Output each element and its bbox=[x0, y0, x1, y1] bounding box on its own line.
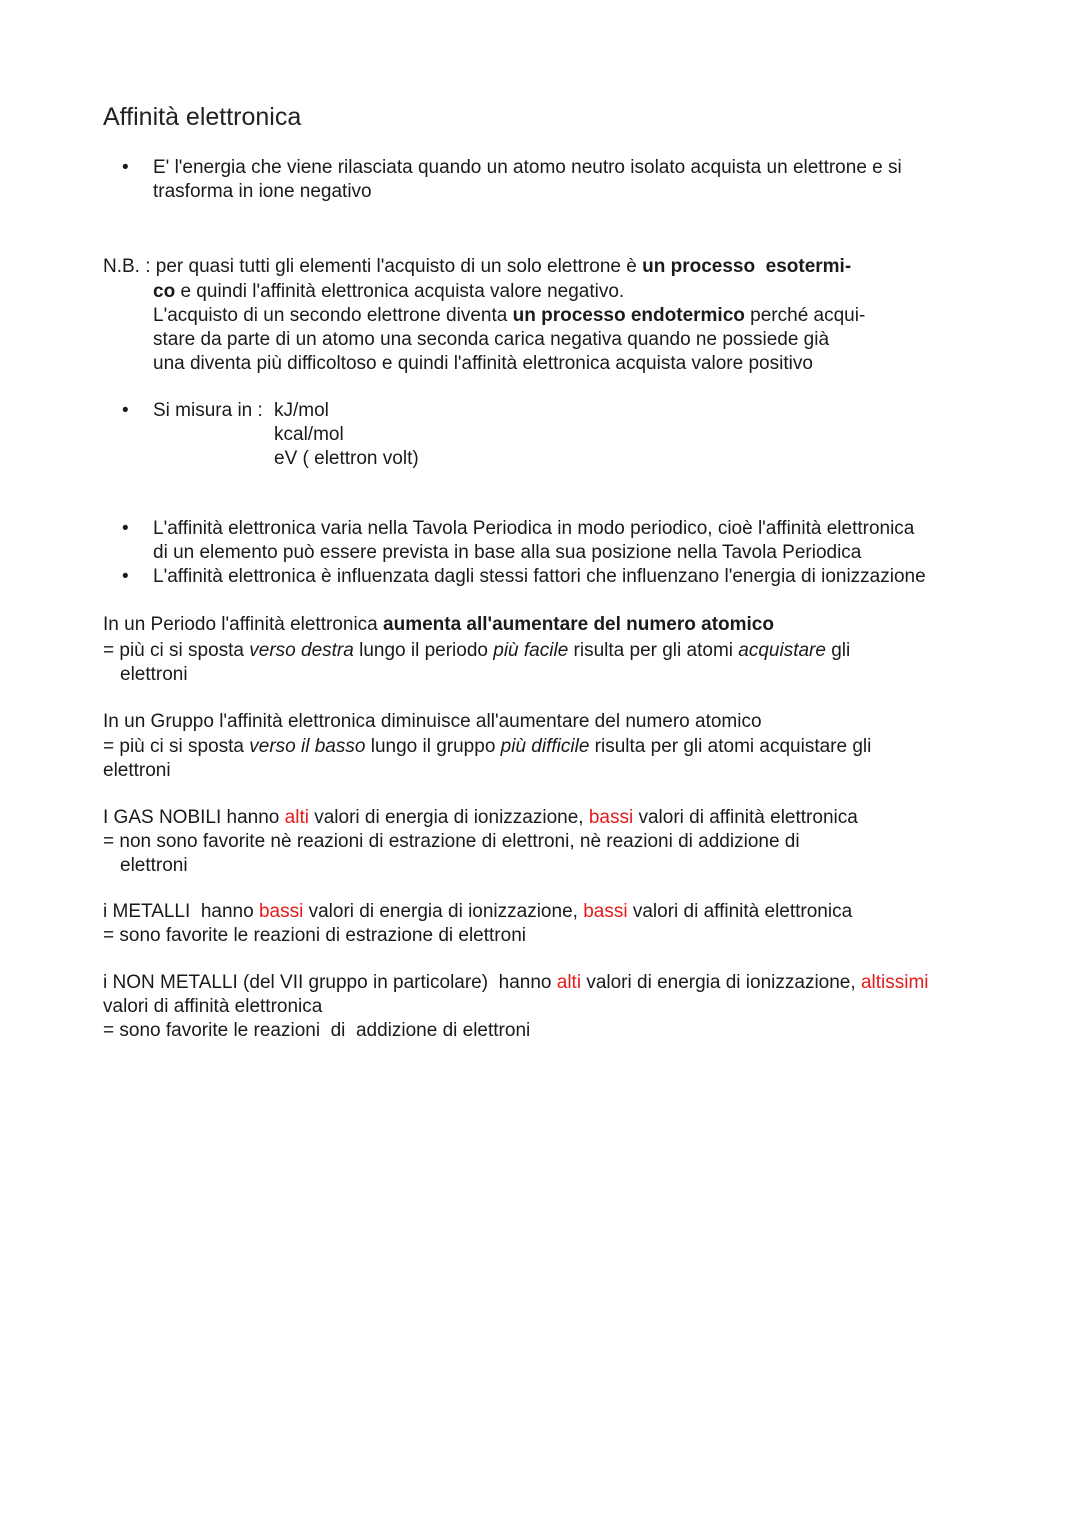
noble-highlight: alti bbox=[284, 807, 309, 828]
nb-text: L'acquisto di un secondo elettrone diventa bbox=[153, 305, 513, 326]
nb-text: N.B. : per quasi tutti gli elementi l'acquisto di un solo elettrone è bbox=[103, 256, 643, 277]
nonmetals-text: valori di energia di ionizzazione, bbox=[581, 972, 861, 993]
metals-line-1 bbox=[103, 900, 852, 924]
nonmetals-text: i NON METALLI (del VII gruppo in particolare) hanno bbox=[103, 972, 557, 993]
nonmetals-line-1 bbox=[103, 971, 929, 995]
period-italic: verso destra bbox=[249, 640, 354, 661]
page-title: Affinità elettronica bbox=[103, 103, 302, 131]
nonmetals-line-2: valori di affinità elettronica bbox=[103, 996, 323, 1017]
group-line-2 bbox=[103, 735, 871, 759]
noble-highlight: bassi bbox=[588, 807, 634, 828]
period-text: = più ci si sposta bbox=[103, 640, 250, 661]
metals-highlight: bassi bbox=[583, 901, 628, 922]
unit-kcal-mol: kcal/mol bbox=[274, 424, 344, 445]
period-italic: acquistare bbox=[738, 640, 826, 661]
bullet-icon: • bbox=[122, 157, 129, 178]
nb-line-2 bbox=[153, 280, 624, 304]
group-italic: verso il basso bbox=[249, 736, 366, 757]
period-bold: aumenta all'aumentare del numero atomico bbox=[383, 614, 774, 635]
metals-highlight: bassi bbox=[258, 901, 304, 922]
nb-bold: co bbox=[153, 281, 176, 302]
nonmetals-highlight: altissimi bbox=[860, 972, 929, 993]
noble-line-1 bbox=[103, 806, 858, 830]
nb-bold: un processo esotermi- bbox=[642, 256, 852, 277]
nb-line-3 bbox=[153, 304, 865, 328]
period-line-1 bbox=[103, 613, 774, 637]
nb-line-4: stare da parte di un atomo una seconda carica negativa quando ne possiede già bbox=[153, 329, 830, 350]
metals-text: i METALLI hanno bbox=[103, 901, 259, 922]
nb-line-5: una diventa più difficoltoso e quindi l'affinità elettronica acquista valore positivo bbox=[153, 353, 813, 374]
nb-line-1 bbox=[103, 255, 851, 279]
group-line-3: elettroni bbox=[103, 760, 171, 781]
metals-text: valori di energia di ionizzazione, bbox=[303, 901, 584, 922]
period-line-2 bbox=[103, 639, 850, 663]
definition-line-2: trasforma in ione negativo bbox=[153, 181, 372, 202]
unit-kj-mol: kJ/mol bbox=[274, 400, 329, 421]
noble-text: valori di energia di ionizzazione, bbox=[308, 807, 589, 828]
noble-text: I GAS NOBILI hanno bbox=[103, 807, 285, 828]
bullet-icon: • bbox=[122, 566, 129, 587]
nb-bold: un processo endotermico bbox=[512, 305, 745, 326]
group-text: = più ci si sposta bbox=[103, 736, 250, 757]
nonmetals-line-3: = sono favorite le reazioni di addizione di elettroni bbox=[103, 1020, 531, 1041]
factors-line: L'affinità elettronica è influenzata dagli stessi fattori che influenzano l'energia di ionizzazione bbox=[153, 566, 926, 587]
period-line-3: elettroni bbox=[120, 664, 188, 685]
nonmetals-highlight: alti bbox=[556, 972, 582, 993]
group-text: lungo il gruppo bbox=[365, 736, 501, 757]
noble-text: valori di affinità elettronica bbox=[633, 807, 858, 828]
metals-text: valori di affinità elettronica bbox=[627, 901, 853, 922]
period-text: gli bbox=[825, 640, 851, 661]
group-text: risulta per gli atomi acquistare gli bbox=[589, 736, 872, 757]
periodic-line-2: di un elemento può essere prevista in base alla sua posizione nella Tavola Periodica bbox=[153, 542, 862, 563]
noble-line-3: elettroni bbox=[120, 855, 188, 876]
group-line-1: In un Gruppo l'affinità elettronica diminuisce all'aumentare del numero atomico bbox=[103, 711, 762, 732]
bullet-icon: • bbox=[122, 518, 129, 539]
period-italic: più facile bbox=[493, 640, 569, 661]
metals-line-2: = sono favorite le reazioni di estrazione di elettroni bbox=[103, 925, 526, 946]
bullet-icon: • bbox=[122, 400, 129, 421]
definition-line-1: E' l'energia che viene rilasciata quando un atomo neutro isolato acquista un elettrone e si bbox=[153, 157, 902, 178]
noble-line-2: = non sono favorite nè reazioni di estrazione di elettroni, nè reazioni di addizione di bbox=[103, 831, 800, 852]
periodic-line-1: L'affinità elettronica varia nella Tavola Periodica in modo periodico, cioè l'affinità elettronica bbox=[153, 518, 915, 539]
group-italic: più difficile bbox=[500, 736, 590, 757]
period-text: risulta per gli atomi bbox=[568, 640, 739, 661]
unit-ev: eV ( elettron volt) bbox=[274, 448, 419, 469]
period-text: lungo il periodo bbox=[353, 640, 494, 661]
period-text: In un Periodo l'affinità elettronica bbox=[103, 614, 384, 635]
nb-text: perché acqui- bbox=[744, 305, 866, 326]
nb-text: e quindi l'affinità elettronica acquista valore negativo. bbox=[175, 281, 625, 302]
units-label: Si misura in : bbox=[153, 400, 269, 421]
